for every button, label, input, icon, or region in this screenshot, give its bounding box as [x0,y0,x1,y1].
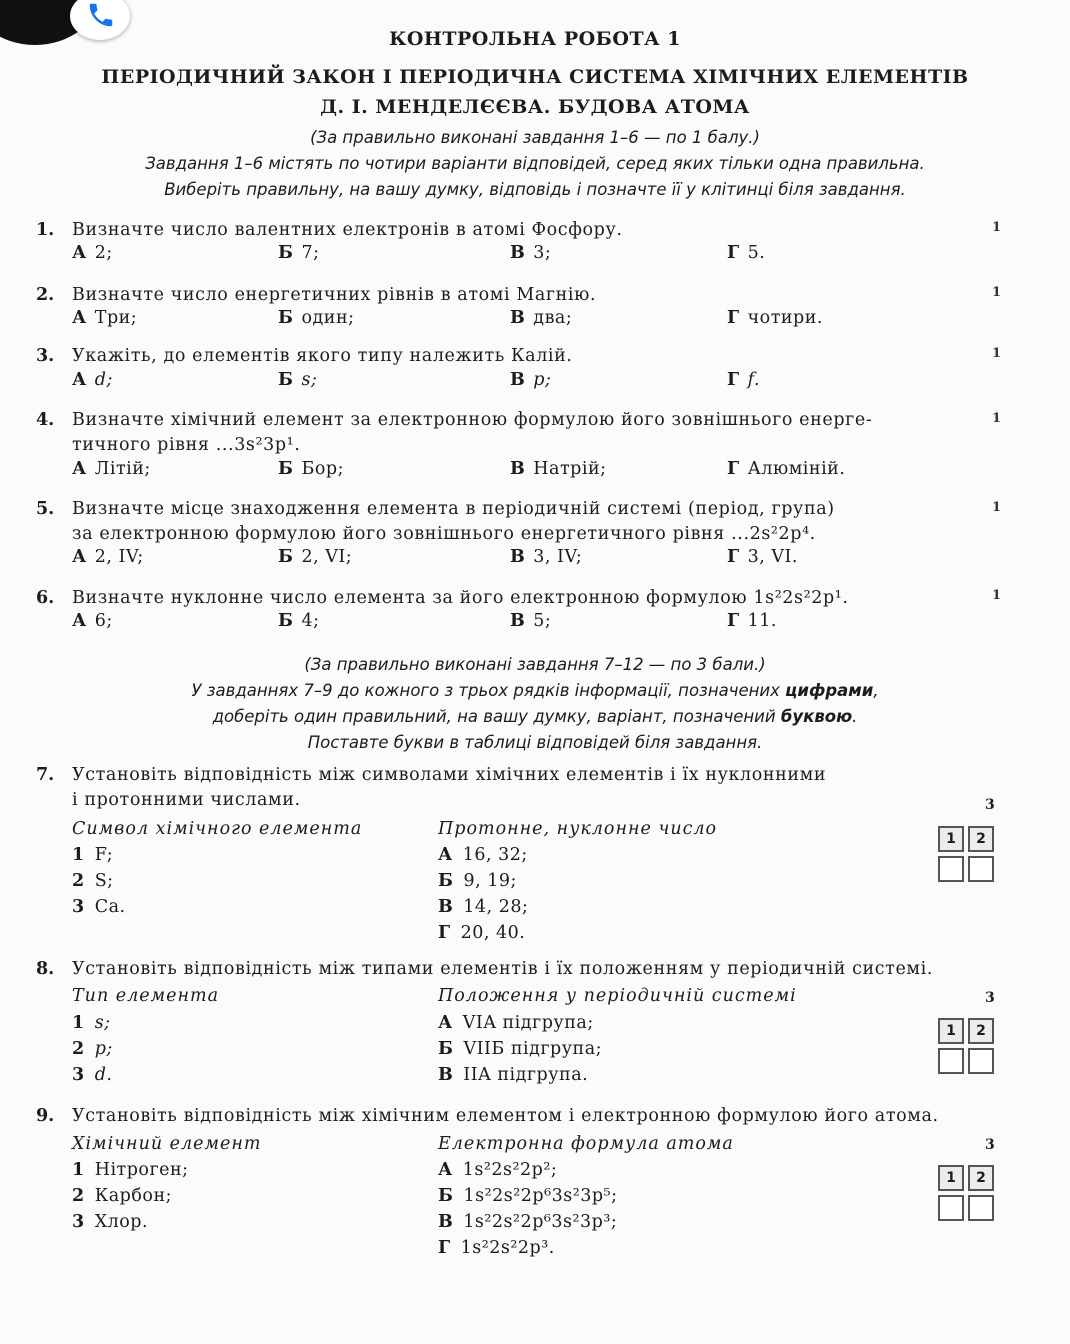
option-a: А 6; [72,611,113,631]
option-c: В Натрій; [510,459,607,479]
option-d: Г 3, VI. [727,547,798,567]
edge-mark: 1 [992,285,1002,300]
left-column-heading: Хімічний елемент [72,1134,262,1154]
option-d: Г Алюміній. [727,459,846,479]
edge-mark: 1 [992,220,1002,235]
left-item: 3 d. [72,1065,113,1085]
part1-instruction-1: Завдання 1–6 містять по чотири варіанти відповідей, серед яких тільки одна правильна. [145,154,925,173]
left-column-heading: Тип елемента [72,986,220,1006]
page-title: КОНТРОЛЬНА РОБОТА 1 [389,28,681,50]
answer-cell[interactable] [968,1195,994,1221]
grid-header-1: 1 [938,1018,964,1044]
part2-instruction-2: доберіть один правильний, на вашу думку, варіант, позначений буквою. [212,707,858,726]
answer-cell[interactable] [938,1048,964,1074]
topic-subtitle: Д. І. МЕНДЕЛЄЄВА. БУДОВА АТОМА [320,96,750,118]
right-item: Б 1s²2s²2p⁶3s²3p⁵; [438,1186,618,1206]
edge-mark: 1 [992,411,1002,426]
option-b: Б один; [278,308,355,328]
right-column-heading: Електронна формула атома [438,1134,734,1154]
question-text: Установіть відповідність між хімічним елементом і електронною формулою його атома. [72,1106,939,1126]
option-a: А Три; [72,308,138,328]
option-b: Б 2, VI; [278,547,353,567]
question-text: і протонними числами. [72,790,301,810]
grid-header-2: 2 [968,1018,994,1044]
answer-cell[interactable] [968,1048,994,1074]
question-text: за електронною формулою його зовнішнього енергетичного рівня ...2s²2p⁴. [72,524,816,544]
option-a: А d; [72,370,113,390]
right-item: А 1s²2s²2p²; [438,1160,558,1180]
right-column-heading: Положення у періодичній системі [438,986,797,1006]
question-number: 3. [36,346,55,366]
option-a: А Літій; [72,459,151,479]
question-number: 2. [36,285,55,305]
option-c: В 3; [510,243,552,263]
option-d: Г 11. [727,611,777,631]
right-item: В 1s²2s²2p⁶3s²3p³; [438,1212,618,1232]
option-c: В p; [510,370,552,390]
points-label: 3 [985,1137,995,1153]
option-b: Б 4; [278,611,320,631]
part1-instruction-2: Виберіть правильну, на вашу думку, відповідь і позначте її у клітинці біля завдання. [164,180,906,199]
topic-title: ПЕРІОДИЧНИЙ ЗАКОН І ПЕРІОДИЧНА СИСТЕМА ХІМІЧНИХ ЕЛЕМЕНТІВ [101,66,969,88]
question-text: Установіть відповідність між символами хімічних елементів і їх нуклонними [72,765,827,785]
question-text: тичного рівня ...3s²3p¹. [72,435,301,455]
document-header [0,26,1070,122]
option-c: В 3, IV; [510,547,583,567]
grid-header-1: 1 [938,826,964,852]
option-b: Б s; [278,370,318,390]
question-number: 7. [36,765,55,785]
question-number: 6. [36,588,55,608]
right-item: Г 20, 40. [438,923,526,943]
answer-cell[interactable] [938,1195,964,1221]
option-d: Г чотири. [727,308,823,328]
left-item: 3 Хлор. [72,1212,149,1232]
right-item: А 16, 32; [438,845,528,865]
left-item: 2 S; [72,871,114,891]
edge-mark: 1 [992,346,1002,361]
question-text: Укажіть, до елементів якого типу належить Калій. [72,346,573,366]
option-d: Г 5. [727,243,766,263]
question-text: Установіть відповідність між типами елементів і їх положенням у періодичній системі. [72,959,933,979]
option-a: А 2; [72,243,113,263]
question-number: 1. [36,220,55,240]
right-item: Б VIIБ підгрупа; [438,1039,603,1059]
right-item: Г 1s²2s²2p³. [438,1238,555,1258]
edge-mark: 1 [992,588,1002,603]
right-item: А VIA підгрупа; [438,1013,594,1033]
right-column-heading: Протонне, нуклонне число [438,819,718,839]
option-d: Г f. [727,370,761,390]
right-item: В IIA підгрупа. [438,1065,589,1085]
question-number: 9. [36,1106,55,1126]
grid-header-2: 2 [968,1165,994,1191]
part2-instruction-1: У завданнях 7–9 до кожного з трьох рядків інформації, позначених цифрами, [191,681,879,700]
right-item: Б 9, 19; [438,871,517,891]
question-text: Визначте хімічний елемент за електронною формулою його зовнішнього енерге- [72,410,873,430]
edge-mark: 1 [992,500,1002,515]
question-text: Визначте число енергетичних рівнів в атомі Магнію. [72,285,597,305]
option-a: А 2, IV; [72,547,144,567]
option-c: В 5; [510,611,552,631]
part2-score-note: (За правильно виконані завдання 7–12 — по 3 бали.) [304,655,766,674]
right-item: В 14, 28; [438,897,529,917]
part1-score-note: (За правильно виконані завдання 1–6 — по 1 балу.) [310,128,760,147]
left-item: 1 s; [72,1013,111,1033]
answer-cell[interactable] [938,856,964,882]
left-item: 1 F; [72,845,114,865]
question-text: Визначте число валентних електронів в атомі Фосфору. [72,220,623,240]
left-item: 1 Нітроген; [72,1160,189,1180]
question-number: 5. [36,499,55,519]
question-number: 8. [36,959,55,979]
part2-instruction-3: Поставте букви в таблиці відповідей біля завдання. [307,733,763,752]
grid-header-2: 2 [968,826,994,852]
question-text: Визначте місце знаходження елемента в періодичній системі (період, група) [72,499,835,519]
left-item: 2 Карбон; [72,1186,172,1206]
points-label: 3 [985,990,995,1006]
left-item: 3 Ca. [72,897,126,917]
left-column-heading: Символ хімічного елемента [72,819,363,839]
grid-header-1: 1 [938,1165,964,1191]
points-label: 3 [985,797,995,813]
answer-cell[interactable] [968,856,994,882]
option-b: Б Бор; [278,459,344,479]
option-c: В два; [510,308,573,328]
left-item: 2 p; [72,1039,113,1059]
question-text: Визначте нуклонне число елемента за його електронною формулою 1s²2s²2p¹. [72,588,849,608]
option-b: Б 7; [278,243,320,263]
question-number: 4. [36,410,55,430]
